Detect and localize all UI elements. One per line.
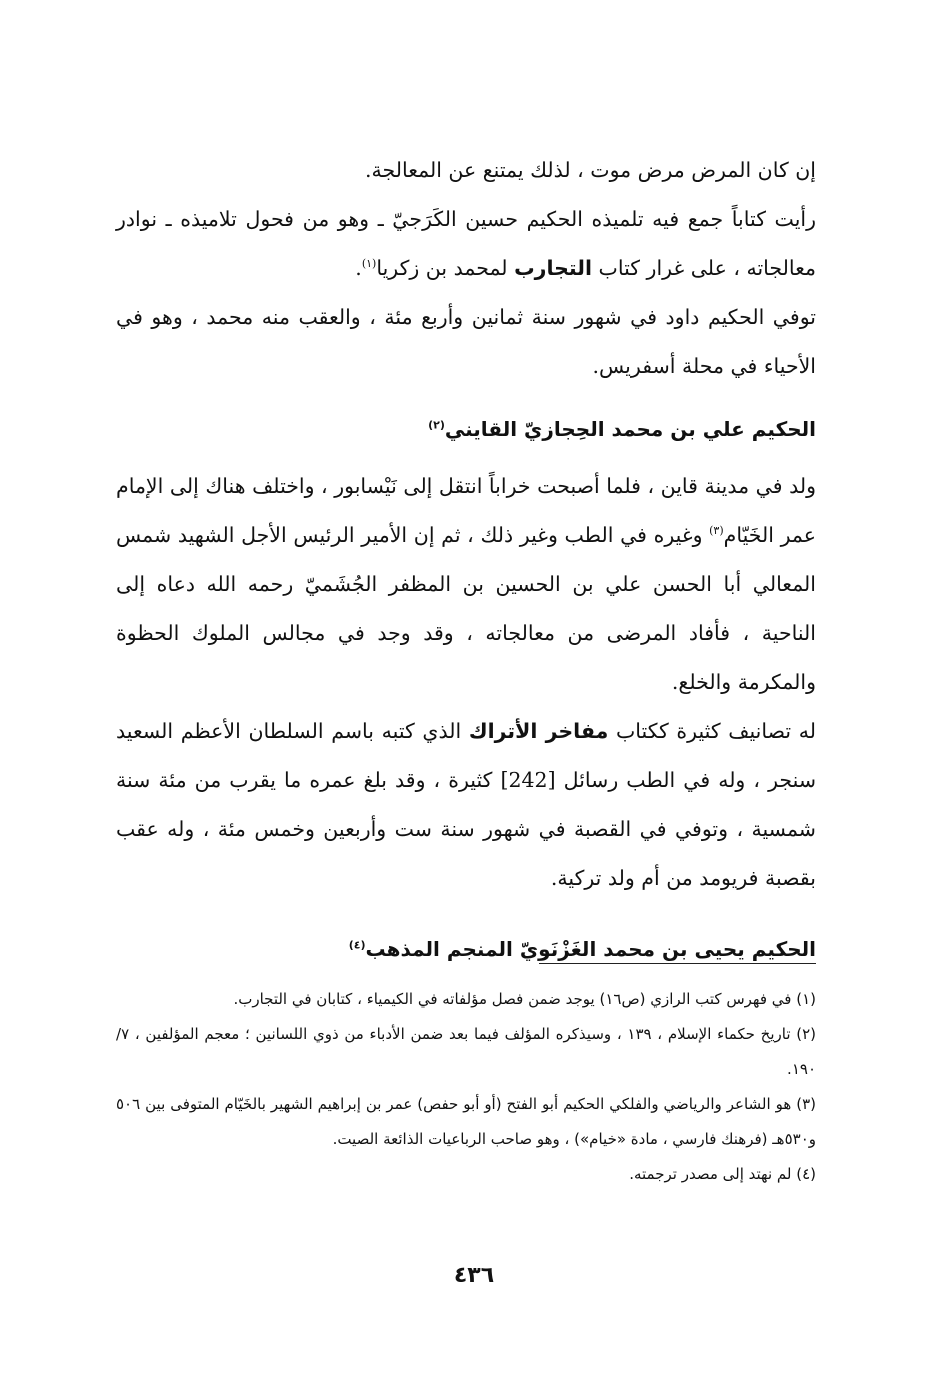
footnote-2: (٢) تاريخ حكماء الإسلام ، ١٣٩ ، وسيذكره المؤلف فيما بعد ضمن الأدباء من ذوي اللسانين ؛ معجم المؤلفين ، ٧/ ١٩٠. (116, 1025, 816, 1078)
paragraph-5-text-a: له تصانيف كثيرة ككتاب (608, 719, 816, 743)
footnote-separator (539, 963, 816, 964)
main-text (116, 146, 816, 982)
page-number: ٤٣٦ (453, 1263, 495, 1288)
section-heading-1-text: الحكيم علي بن محمد الحِجازيّ القايني (444, 417, 816, 441)
footnote-ref-1: (١) (361, 257, 377, 271)
paragraph-4-text-b: وغيره في الطب وغير ذلك ، ثم إن الأمير الرئيس الأجل الشهيد شمس المعالي أبا الحسن علي بن الحسين بن المظفر الجُشَميّ رحمه الله دعاه إلى الناحية ، فأفاد المرضى من معالجاته ، وقد وجد في مجالس الملوك الحظوة والمكرمة والخلع. (116, 523, 816, 694)
paragraph-4 (116, 462, 816, 707)
book-title-mafakhir: مفاخر الأتراك (468, 719, 609, 743)
footnote-1: (١) في فهرس كتب الرازي (ص١٦) يوجد ضمن فصل مؤلفاته في الكيمياء ، كتابان في التجارب. (233, 990, 816, 1008)
section-heading-1 (116, 405, 816, 454)
paragraph-3: توفي الحكيم داود في شهور سنة ثمانين وأربع مئة ، والعقب منه محمد ، وهو في الأحياء في محلة أسفريس. (116, 305, 816, 378)
paragraph-4-text-a: ولد في مدينة قاين ، فلما أصبحت خراباً انتقل إلى نَيْسابور ، واختلف هناك إلى الإمام عمر الخَيّام (116, 474, 816, 547)
footnote-ref-3: (٣) (709, 524, 724, 538)
paragraph-2-text-b: لمحمد بن زكريا (376, 256, 515, 280)
footnote-ref-4: (٤) (348, 938, 366, 952)
paragraph-2-text-c: . (355, 256, 362, 280)
footnote-4: (٤) لم نهتد إلى مصدر ترجمته. (629, 1165, 816, 1183)
paragraph-5-text-b: الذي كتبه باسم السلطان الأعظم السعيد سنجر ، وله في الطب رسائل [242] كثيرة ، وقد بلغ عمره ما يقرب من مئة سنة شمسية ، وتوفي في القصبة في شهور سنة ست وأربعين وخمس مئة ، وله عقب بقصبة فريومد من أم ولد تركية. (116, 719, 816, 890)
footnote-3: (٣) هو الشاعر والرياضي والفلكي الحكيم أبو الفتح (أو أبو حفص) عمر بن إبراهيم الشهير بالخَيّام المتوفى بين ٥٠٦ و٥٣٠هـ (فرهنك فارسي ، مادة «خيام») ، وهو صاحب الرباعيات الذائعة الصيت. (116, 1095, 816, 1148)
section-heading-2-text: الحكيم يحيى بن محمد الغَزْنَويّ المنجم المذهب (365, 937, 816, 961)
paragraph-5 (116, 707, 816, 903)
paragraph-2 (116, 195, 816, 293)
footnotes (116, 982, 816, 1192)
footnote-ref-2: (٢) (428, 418, 445, 432)
section-heading-2 (116, 925, 816, 974)
paragraph-1: إن كان المرض مرض موت ، لذلك يمتنع عن المعالجة. (364, 158, 816, 182)
book-title-tajarib: التجارب (514, 256, 593, 280)
paragraph-2-text-a: رأيت كتاباً جمع فيه تلميذه الحكيم حسين الكَرَجيّ ـ وهو من فحول تلاميذه ـ نوادر معالجاته ، على غرار كتاب (116, 207, 816, 280)
